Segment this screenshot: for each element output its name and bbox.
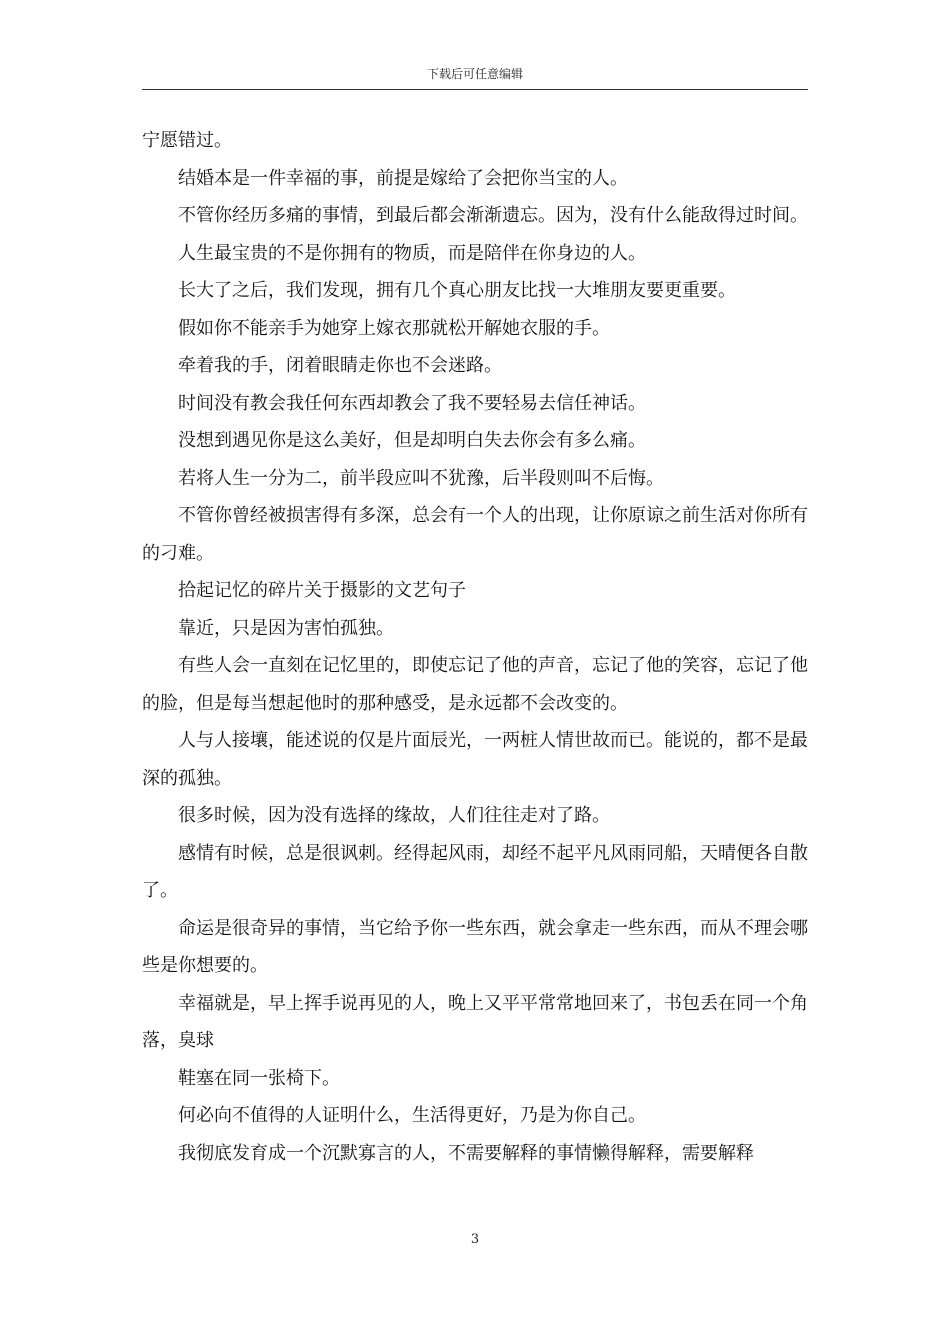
paragraph-11: 不管你曾经被损害得有多深，总会有一个人的出现，让你原谅之前生活对你所有的刁难。 (142, 505, 808, 564)
paragraph-4: 人生最宝贵的不是你拥有的物质，而是陪伴在你身边的人。 (178, 242, 646, 264)
paragraph-18: 命运是很奇异的事情，当它给予你一些东西，就会拿走一些东西，而从不理会哪些是你想要的。 (142, 917, 808, 976)
document-body (142, 122, 808, 1172)
paragraph-13: 靠近，只是因为害怕孤独。 (178, 617, 394, 639)
paragraph-20: 鞋塞在同一张椅下。 (178, 1067, 340, 1089)
paragraph-12: 拾起记忆的碎片关于摄影的文艺句子 (178, 580, 466, 601)
page-header (0, 0, 950, 92)
page-number: 3 (470, 1232, 480, 1247)
paragraph-8: 时间没有教会我任何东西却教会了我不要轻易去信任神话。 (178, 392, 646, 414)
header-divider (142, 89, 808, 90)
paragraph-5: 长大了之后，我们发现，拥有几个真心朋友比找一大堆朋友要更重要。 (178, 280, 736, 301)
paragraph-1: 宁愿错过。 (142, 130, 232, 151)
paragraph-7: 牵着我的手，闭着眼睛走你也不会迷路。 (178, 355, 502, 376)
paragraph-10: 若将人生一分为二，前半段应叫不犹豫，后半段则叫不后悔。 (178, 467, 664, 489)
paragraph-16: 很多时候，因为没有选择的缘故，人们往往走对了路。 (178, 805, 610, 826)
paragraph-14: 有些人会一直刻在记忆里的，即使忘记了他的声音，忘记了他的笑容，忘记了他的脸，但是每当想起他时的那种感受，是永远都不会改变的。 (142, 655, 808, 714)
paragraph-3: 不管你经历多痛的事情，到最后都会渐渐遗忘。因为，没有什么能敌得过时间。 (178, 205, 808, 226)
paragraph-6: 假如你不能亲手为她穿上嫁衣那就松开解她衣服的手。 (178, 317, 610, 339)
paragraph-21: 何必向不值得的人证明什么，生活得更好，乃是为你自己。 (178, 1105, 646, 1126)
paragraph-9: 没想到遇见你是这么美好，但是却明白失去你会有多么痛。 (178, 430, 646, 451)
paragraph-19: 幸福就是，早上挥手说再见的人，晚上又平平常常地回来了，书包丢在同一个角落，臭球 (142, 992, 808, 1051)
paragraph-22: 我彻底发育成一个沉默寡言的人，不需要解释的事情懒得解释，需要解释 (178, 1142, 754, 1164)
paragraph-2: 结婚本是一件幸福的事，前提是嫁给了会把你当宝的人。 (178, 167, 628, 189)
header-text: 下载后可任意编辑 (426, 67, 523, 81)
paragraph-17: 感情有时候，总是很讽刺。经得起风雨，却经不起平凡风雨同船，天晴便各自散了。 (142, 842, 808, 901)
paragraph-15: 人与人接壤，能述说的仅是片面辰光，一两桩人情世故而已。能说的，都不是最深的孤独。 (142, 730, 808, 789)
